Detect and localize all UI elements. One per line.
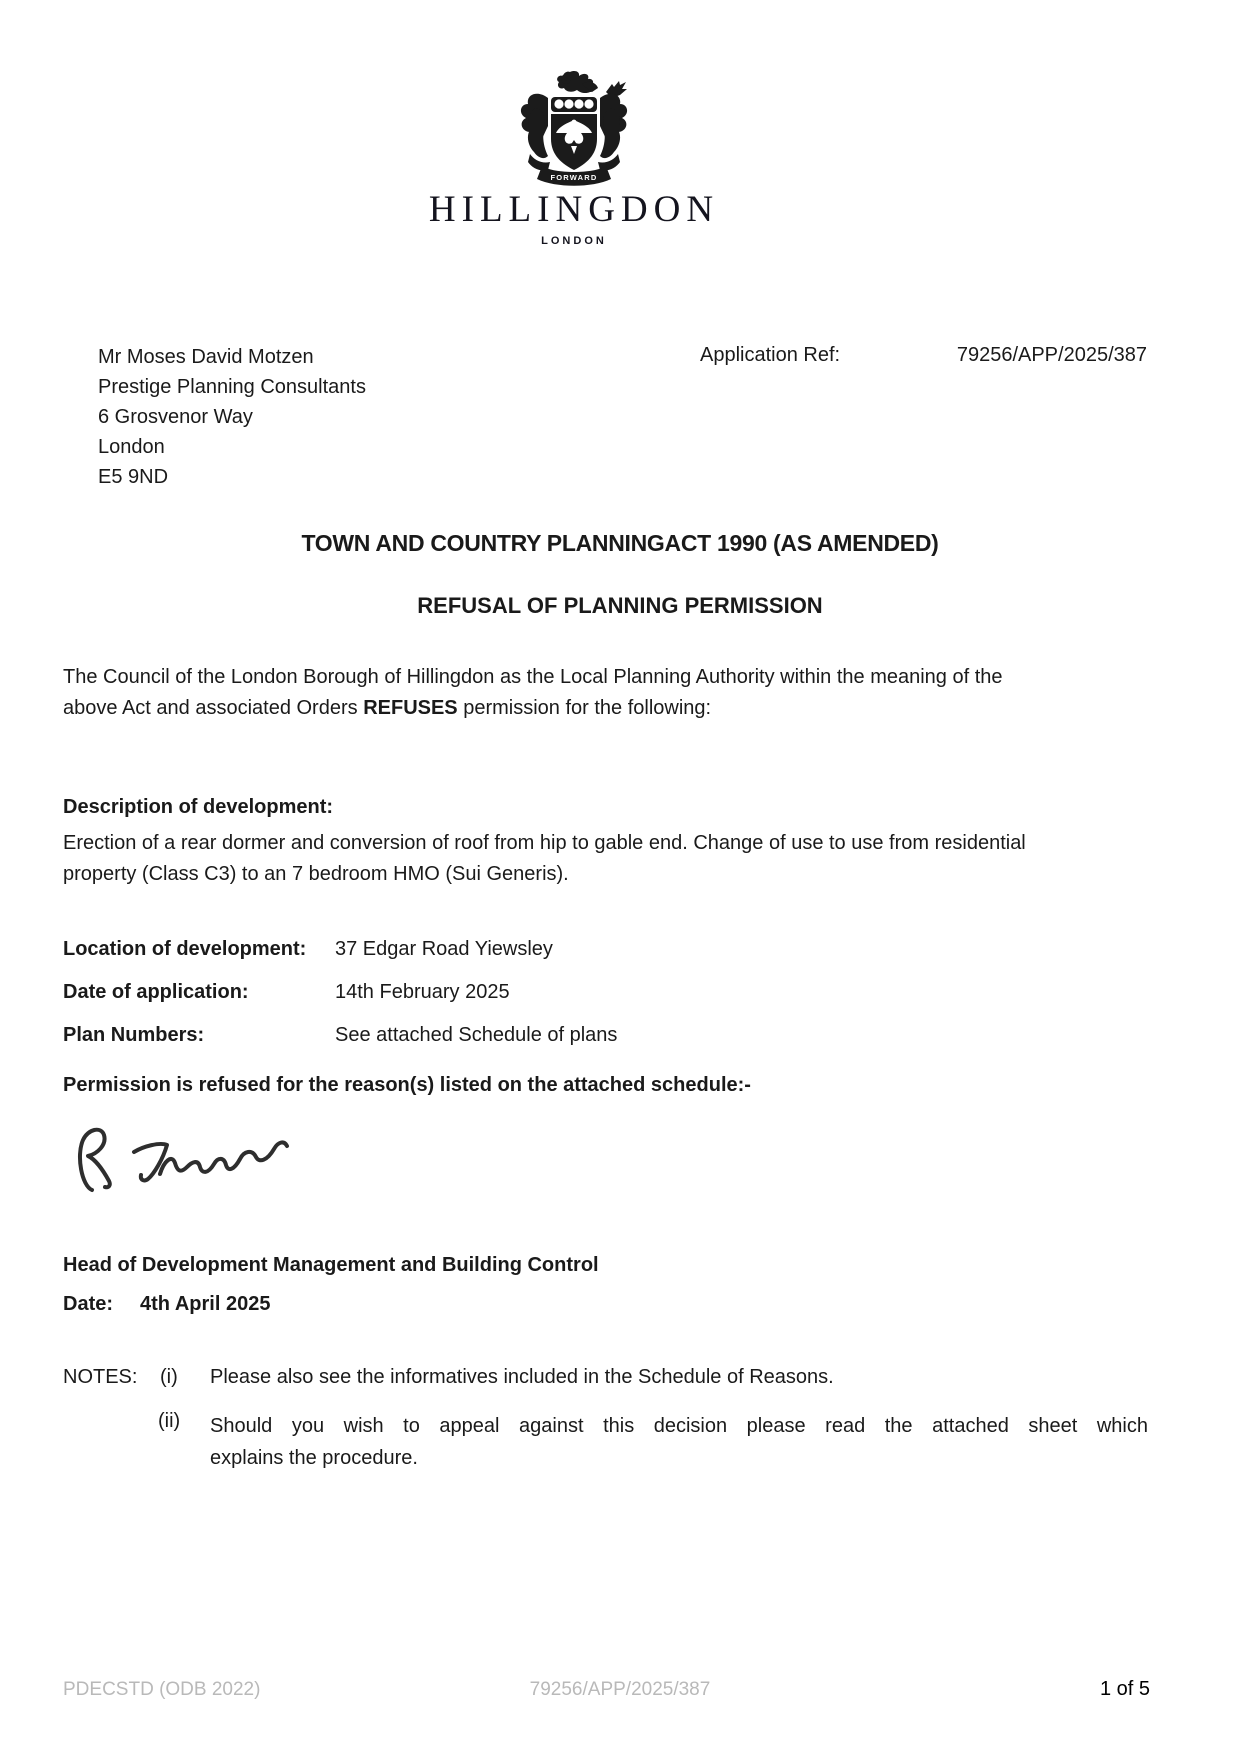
refusal-paragraph-line1: The Council of the London Borough of Hillingdon as the Local Planning Authority within the meaning of the [63,666,1003,688]
application-date-label: Date of application: [63,981,249,1003]
note-2-line1: Should you wish to appeal against this decision please read the attached sheet which [210,1415,1148,1437]
signatory-title: Head of Development Management and Building Control [63,1254,599,1276]
note-2-number: (ii) [158,1410,181,1432]
note-1-number: (i) [160,1366,178,1388]
description-body [63,828,1158,890]
crest-motto: FORWARD [550,173,598,182]
application-date-value: 14th February 2025 [335,981,510,1003]
refusal-line2-post: permission for the following: [457,697,712,719]
footer-doc-code: PDECSTD (ODB 2022) [63,1679,261,1700]
hillingdon-coat-of-arms-icon [514,70,634,186]
note-1-text: Please also see the informatives included in the Schedule of Reasons. [210,1366,834,1388]
decision-title: REFUSAL OF PLANNING PERMISSION [417,593,823,618]
notes-label: NOTES: [63,1366,138,1388]
recipient-line: Mr Moses David Motzen [98,346,314,368]
description-line: property (Class C3) to an 7 bedroom HMO (Sui Generis). [63,863,569,885]
location-value: 37 Edgar Road Yiewsley [335,938,553,960]
plan-numbers-label: Plan Numbers: [63,1024,205,1046]
refuses-emphasis: REFUSES [363,697,458,719]
act-title: TOWN AND COUNTRY PLANNINGACT 1990 (AS AMENDED) [301,530,939,556]
plan-numbers-value: See attached Schedule of plans [335,1024,618,1046]
footer-application-ref: 79256/APP/2025/387 [529,1679,711,1700]
council-wordmark: HILLINGDON [428,189,720,230]
note-2-text [210,1410,1148,1474]
application-ref-label: Application Ref: [700,344,841,366]
application-ref-value: 79256/APP/2025/387 [956,344,1147,366]
note-2-line2: explains the procedure. [210,1447,418,1469]
description-line: Erection of a rear dormer and conversion of roof from hip to gable end. Change of use to use from residential [63,832,1026,854]
refusal-line2-pre: above Act and associated Orders [63,697,364,719]
signatory-date [63,1293,270,1316]
footer-page-number: 1 of 5 [1099,1678,1150,1700]
council-wordmark-subtitle: LONDON [541,235,607,247]
refusal-paragraph [63,662,1153,724]
council-logo [0,70,1148,247]
date-label: Date: [63,1293,114,1315]
handwritten-signature-icon [68,1118,298,1210]
recipient-line: Prestige Planning Consultants [98,376,366,398]
description-label: Description of development: [63,796,334,818]
refusal-paragraph-line2 [63,693,1153,724]
date-value: 4th April 2025 [140,1293,271,1315]
recipient-address [98,342,366,492]
location-label: Location of development: [63,938,307,960]
recipient-line: E5 9ND [98,466,169,488]
refusal-notice: Permission is refused for the reason(s) listed on the attached schedule:- [63,1074,751,1096]
recipient-line: London [98,436,165,458]
recipient-line: 6 Grosvenor Way [98,406,253,428]
